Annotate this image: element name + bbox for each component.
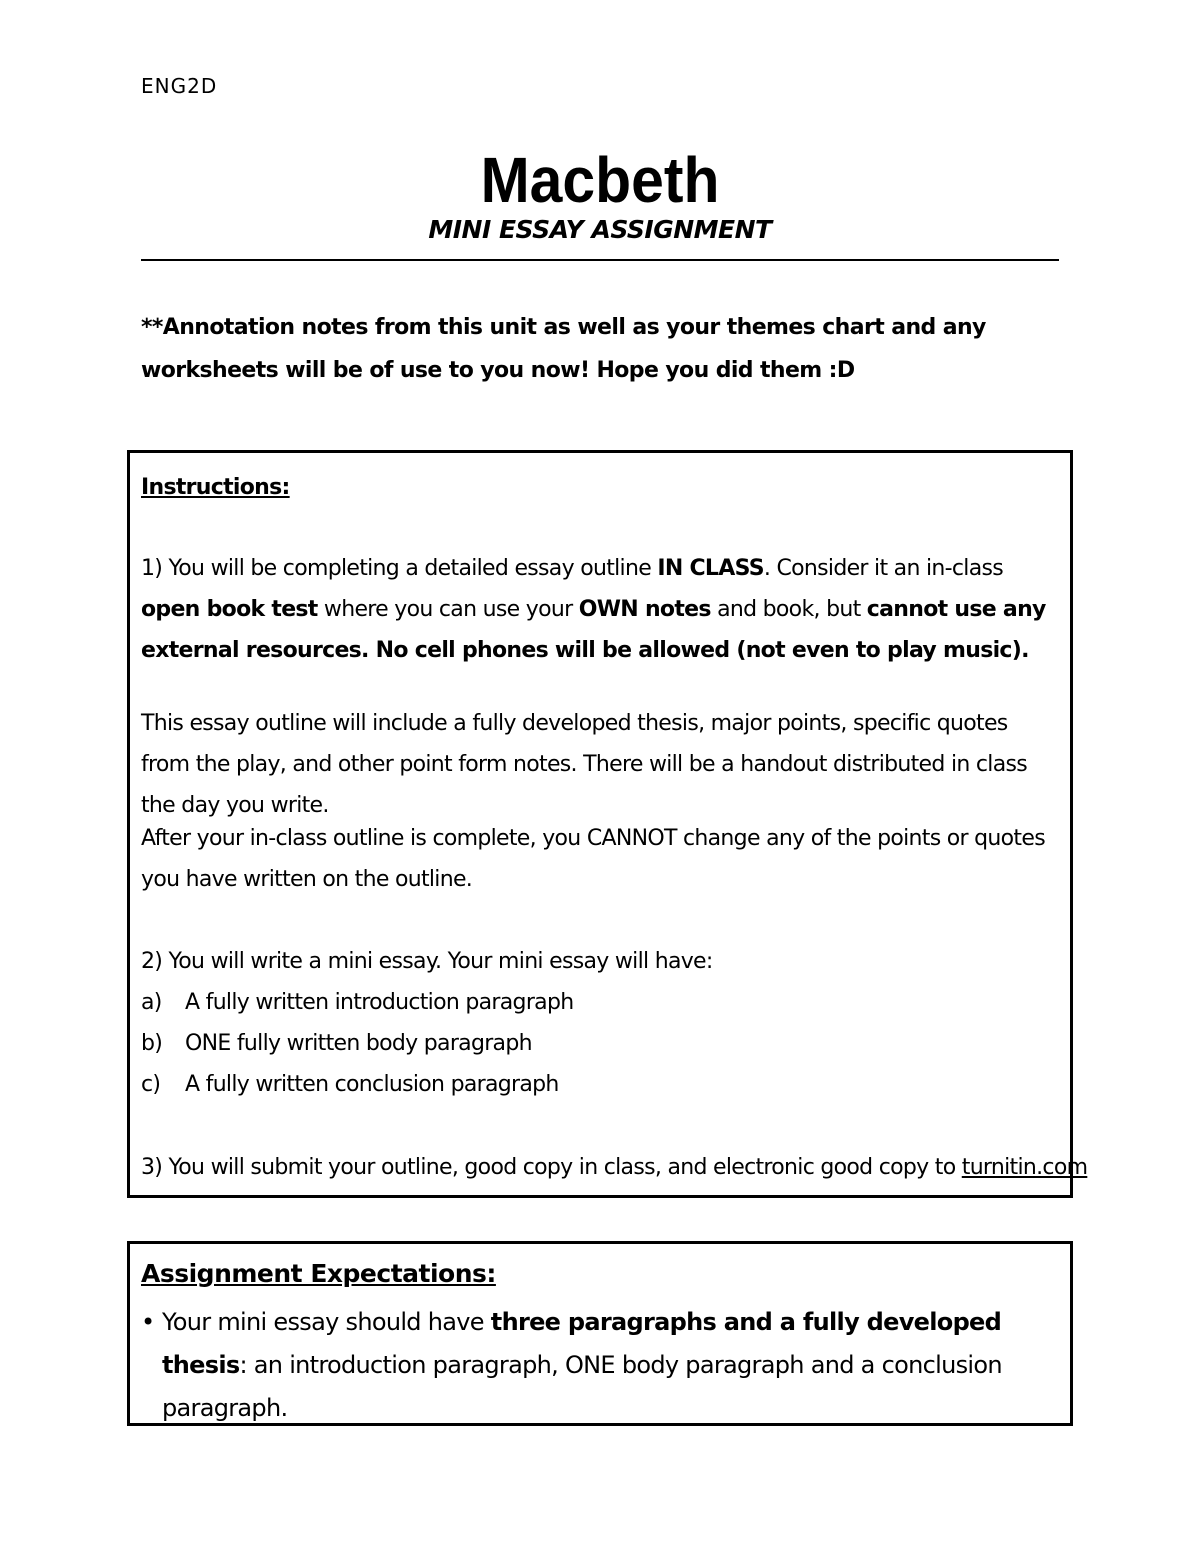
- p1-bold-own-notes: OWN notes: [578, 597, 711, 622]
- p1-text-3: where you can use your: [317, 597, 579, 622]
- expectations-heading: Assignment Expectations:: [141, 1259, 496, 1288]
- turnitin-link[interactable]: turnitin.com: [961, 1155, 1088, 1180]
- list-item: [141, 1023, 532, 1064]
- instructions-paragraph-5: [141, 1147, 1087, 1188]
- annotation-note: **Annotation notes from this unit as well as your themes chart and any worksheets will be of use to you now! Hope you did them :D: [141, 315, 986, 383]
- instructions-paragraph-1: [141, 548, 1061, 671]
- p1-text-4: and book, but: [710, 597, 867, 622]
- list-text: A fully written conclusion paragraph: [185, 1072, 559, 1097]
- list-item: [141, 1064, 559, 1105]
- expectations-text: [162, 1301, 1041, 1430]
- title-divider: [141, 259, 1059, 261]
- page-title: Macbeth: [480, 144, 720, 216]
- instructions-paragraph-4: 2) You will write a mini essay. Your mini essay will have:: [141, 949, 713, 974]
- expectations-item: [141, 1301, 1041, 1430]
- p1-text-1: 1) You will be completing a detailed essay outline: [141, 556, 658, 581]
- list-marker: a): [141, 990, 162, 1015]
- exp-text-1: Your mini essay should have: [162, 1308, 491, 1336]
- list-marker: c): [141, 1072, 161, 1097]
- p1-bold-in-class: IN CLASS: [657, 556, 764, 581]
- p1-bold-restrictions: cannot use any external resources. No cell phones will be allowed (not even to play music).: [141, 597, 1046, 663]
- instructions-paragraph-3: After your in-class outline is complete, you CANNOT change any of the points or quotes you have written on the outline.: [141, 826, 1045, 892]
- list-text: ONE fully written body paragraph: [185, 1031, 532, 1056]
- page-subtitle: MINI ESSAY ASSIGNMENT: [428, 215, 772, 244]
- bullet-icon: •: [141, 1308, 155, 1336]
- p1-text-2: . Consider it an in-class: [763, 556, 1004, 581]
- list-item: [141, 982, 573, 1023]
- instructions-paragraph-2: This essay outline will include a fully developed thesis, major points, specific quotes from the play, and other point form notes. There will be a handout distributed in class the day you write.: [141, 711, 1028, 818]
- instructions-heading: Instructions:: [141, 475, 290, 500]
- p5-text: 3) You will submit your outline, good copy in class, and electronic good copy to: [141, 1155, 962, 1180]
- course-code: ENG2D: [141, 74, 218, 98]
- exp-bold: three paragraphs and a fully developed thesis: [162, 1308, 1002, 1379]
- p1-bold-open-book: open book test: [141, 597, 318, 622]
- exp-text-2: : an introduction paragraph, ONE body paragraph and a conclusion paragraph.: [162, 1351, 1002, 1422]
- list-marker: b): [141, 1031, 163, 1056]
- list-text: A fully written introduction paragraph: [185, 990, 574, 1015]
